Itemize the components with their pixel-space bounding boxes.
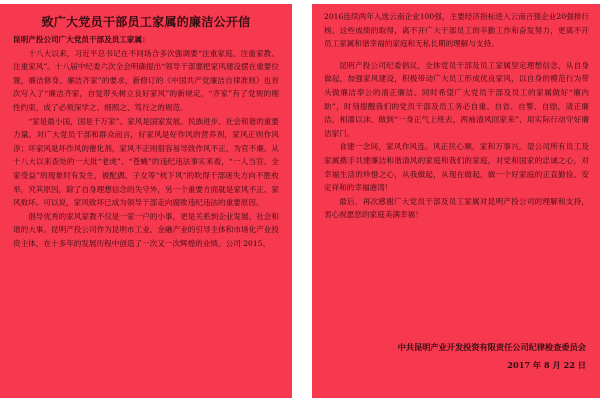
letter-paragraph: 2016连续两年入选云南企业100强，主要经济指标进入云南百强企业20强排行榜。这些成绩的取得，离不开广大干部员工的辛勤工作和奋发努力，更离不开员工家属和谐幸福的家庭和无私长期的理解与支持。: [324, 12, 589, 49]
letter-salutation: 昆明产投公司广大党员干部及员工家属：: [13, 35, 150, 44]
letter-paragraph: 十八大以来，习近平总书记在不同场合多次强调要“注重家庭、注重家教、注重家风”。十八届中纪委六次全会明确提出“领导干部要把家风建设摆在重要位置，廉洁修身、廉洁齐家”的要求，新修订的《中国共产党廉洁自律准则》也首次写入了“廉洁齐家，自觉带头树立良好家风”的新规定，“齐家”有了党规的刚性约束，成了必须深学之、细照之、笃行之的规范。: [13, 48, 279, 112]
letter-paragraph: 最后，再次感谢广大党员干部及员工家属对昆明产投公司的理解和支持，衷心祝愿您的家庭美满幸福！: [324, 196, 589, 220]
letter-page-left: [0, 4, 292, 398]
letter-paragraph: 食建一念间，家风作风连。风正民心顺，家和万事兴。望公司所有员工及家属携手共建廉洁和谐清风的家庭和我们的家庭，对党和国家的忠诚之心，对幸福生活的珍惜之心，从我做起，从现在做起，做一个好家庭的正直勤俭、安定祥和的幸福港湾！: [324, 142, 589, 193]
letter-paragraph: 昆明产投公司纪委倡议，全体党员干部及员工家属坚定理想信念，从自身做起，加强家风建设，积极带动广大员工形成优良家风，以自身的模范行为带头做廉洁奉公的清正廉洁。同时希望广大党员干部及员工的家属做好“廉内助”，时刻提醒我们的党员干部及员工务必自重、自省、自警、自励，清正廉洁，相濡以沫，做到“一身正气上班去，两袖清风回家来”，用实际行动守好廉洁家门。: [324, 60, 589, 138]
signature-organization: 中共昆明产业开发投资有限责任公司纪律检查委员会: [397, 342, 586, 352]
letter-title: 致广大党员干部员工家属的廉洁公开信: [41, 15, 251, 29]
signature-date: 2017 年 8 月 22 日: [507, 360, 586, 370]
letter-paragraph: “家是最小国，国是千万家”。家风是国家发展、民族进步、社会和谐的重要力量。对广大党员干部和群众而言，好家风是好作风的营养剂，家风正则作风淳；坏家风是坏作风的催化剂，家风不正则很容易导致作风不正、为官不廉。从十八大以来查处的一大批“老虎”、“苍蝇”的违纪违法事实来看，“一人当官，全家受益”的现象时有发生，被配偶、子女等“枕下风”的吹得干部迷失方向不胜枚举，究其原因，除了自身理想信念的失守外，另一个重要方面就是家风不正、家风败坏。可以说，家风败坏已成为领导干部走向腐败违纪违法的重要原因。: [13, 116, 279, 208]
letter-page-right: [312, 4, 600, 398]
letter-signature: [398, 338, 586, 374]
letter-paragraph: 倡导优秀的家风家教不仅是一家一户的小事，更是关系到企业发展、社会和谐的大事。昆明产投公司作为昆明市工业、金融产业的引导主体和市场化产业投资主体，在十多年的发展历程中创造了一次又一次辉煌的业绩。公司 2015、: [13, 211, 279, 248]
